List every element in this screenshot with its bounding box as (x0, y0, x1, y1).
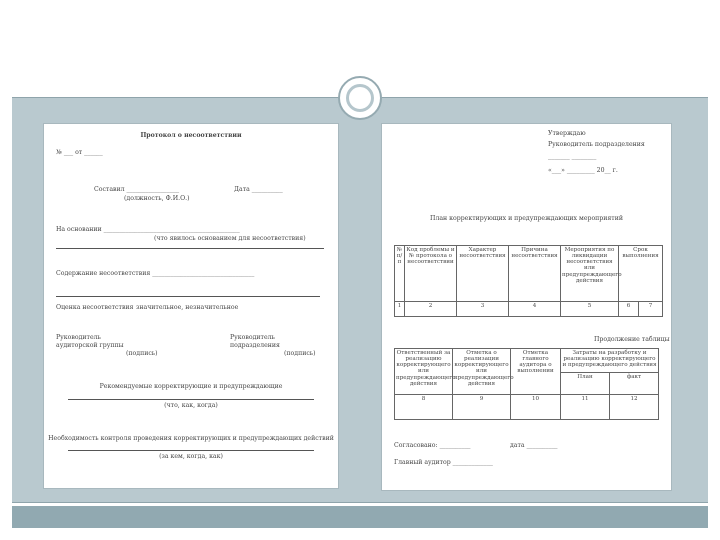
recommended-line (68, 399, 314, 400)
band-bottom-rule (12, 502, 708, 503)
plan-table-2 (394, 348, 659, 420)
protocol-title: Протокол о несоответствии (140, 132, 242, 139)
approve-line-2: _______ ________ (548, 153, 597, 160)
basis-line: На основании ____________________________________________ (56, 226, 240, 233)
head-unit-signature: (подпись) (284, 350, 316, 357)
table-2-num: 10 (511, 395, 561, 420)
table-2-header: Ответственный за реализацию корректирующего или предупреждающего действия (395, 349, 453, 395)
table-2-header-row (395, 349, 659, 373)
table-1-header: № п/п (395, 246, 405, 302)
description-extra-line (56, 296, 320, 297)
table-1-num: 2 (405, 302, 457, 317)
chief-auditor-line: Главный аудитор _____________ (394, 459, 493, 466)
necessity-label: Необходимость контроля проведения корректирующих и предупреждающих действий (48, 435, 334, 442)
agreed-date-line: дата __________ (510, 442, 558, 449)
table-2-header: Отметка главного аудитора о выполнении (511, 349, 561, 395)
approve-label: Утверждаю (548, 130, 586, 137)
date-line: Дата __________ (234, 186, 283, 193)
footer-bar (12, 506, 708, 528)
continuation-label: Продолжение таблицы (594, 336, 670, 343)
ring-inner (346, 84, 374, 112)
table-1-num: 7 (639, 302, 663, 317)
head-audit-signature: (подпись) (126, 350, 158, 357)
corrective-plan-page (382, 124, 671, 490)
approve-line-1: Руководитель подразделения (548, 141, 645, 148)
table-2-number-row (395, 395, 659, 420)
table-1-header: Срок выполнения (619, 246, 663, 302)
head-audit-label-2: аудиторской группы (56, 342, 124, 349)
recommended-sub: (что, как, когда) (164, 402, 218, 409)
table-2-subheader: факт (610, 373, 659, 395)
description-line: Содержание несоответствия _________________________________ (56, 270, 255, 277)
necessity-sub: (за кем, когда, как) (159, 453, 223, 460)
head-unit-label-2: подразделения (230, 342, 280, 349)
compiled-sub: (должность, Ф.И.О.) (124, 195, 190, 202)
plan-title: План корректирующих и предупреждающих мероприятий (430, 215, 623, 222)
table-2-header: Затраты на разработку и реализацию корректирующего и предупреждающего действия (561, 349, 659, 373)
basis-extra-line (56, 248, 324, 249)
basis-sub: (что явилось основанием для несоответствия) (154, 235, 306, 242)
table-1-num: 3 (457, 302, 509, 317)
plan-table-1 (394, 245, 663, 317)
table-2-subheader: План (561, 373, 610, 395)
table-1-header: Мероприятия по ликвидации несоответствия или предупреждающего действия (561, 246, 619, 302)
necessity-line (68, 450, 314, 451)
nonconformity-protocol-page (44, 124, 338, 488)
table-1-number-row (395, 302, 663, 317)
table-1-num: 5 (561, 302, 619, 317)
table-1-num: 1 (395, 302, 405, 317)
recommended-label: Рекомендуемые корректирующие и предупреждающие (99, 383, 283, 390)
table-2-num: 12 (610, 395, 659, 420)
head-unit-label-1: Руководитель (230, 334, 275, 341)
head-audit-label-1: Руководитель (56, 334, 101, 341)
table-2-num: 9 (453, 395, 511, 420)
table-2-num: 8 (395, 395, 453, 420)
table-1-num: 6 (619, 302, 639, 317)
table-1-header: Код проблемы и № протокола о несоответствии (405, 246, 457, 302)
compiled-line: Составил _________________ (94, 186, 180, 193)
assessment-value: значительное, незначительное (136, 304, 239, 311)
table-2-num: 11 (561, 395, 610, 420)
ring-ornament (338, 76, 382, 120)
table-1-header: Характер несоответствия (457, 246, 509, 302)
approve-line-3: «___» _________ 20__ г. (548, 167, 618, 174)
table-1-header-row (395, 246, 663, 302)
agreed-line: Согласовано: __________ (394, 442, 471, 449)
table-1-num: 4 (509, 302, 561, 317)
assessment-label: Оценка несоответствия (56, 304, 134, 311)
table-1-header: Причина несоответствия (509, 246, 561, 302)
protocol-number: № ___ от ______ (56, 149, 103, 156)
table-2-header: Отметка о реализации корректирующего или предупреждающего действия (453, 349, 511, 395)
